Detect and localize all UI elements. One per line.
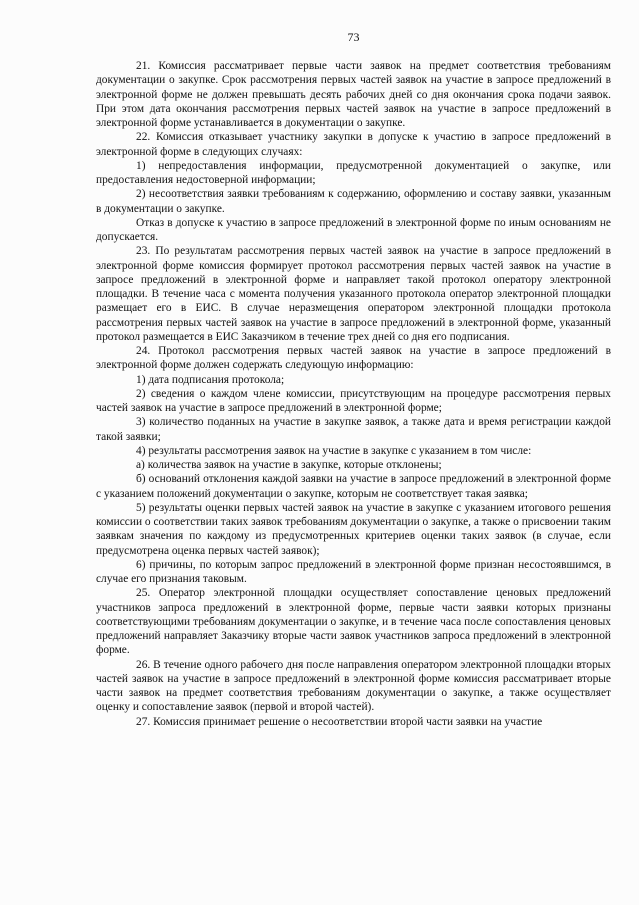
paragraph-27: 27. Комиссия принимает решение о несоответствии второй части заявки на участие — [136, 715, 543, 728]
paragraph-24-item-5: 5) результаты оценки первых частей заявок на участие в закупке с указанием итогового решения комиссии о соответствии таких заявок требованиям документации о закупке, а также о присвоении таким заявкам значения по каждому из предусмотренных критериев оценки таких заявок (в случае, если предусмотрена оценка первых частей заявок); — [96, 501, 611, 557]
paragraph-24-item-4a: а) количества заявок на участие в закупке, которые отклонены; — [136, 459, 442, 471]
page-number: 73 — [347, 30, 360, 44]
paragraph-22-item-1: 1) непредоставления информации, предусмотренной документацией о закупке, или предоставления недостоверной информации; — [96, 159, 611, 186]
paragraph-24-item-2: 2) сведения о каждом члене комиссии, присутствующим на процедуре рассмотрения первых частей заявок на участие в запросе предложений в электронной форме; — [96, 387, 611, 414]
paragraph-24-item-4: 4) результаты рассмотрения заявок на участие в закупке с указанием в том числе: — [136, 444, 532, 457]
paragraph-24-item-6: 6) причины, по которым запрос предложений в электронной форме признан несостоявшимся, в случае его признания таковым. — [96, 558, 611, 585]
paragraph-26: 26. В течение одного рабочего дня после направления оператором электронной площадки вторых частей заявок на участие в запросе предложений в электронной форме комиссия рассматривает вторые части заявок на предмет соответствия требованиям документации о закупке, а также осуществляет оценку и сопоставление заявок (первой и второй частей). — [96, 658, 611, 714]
paragraph-22-note: Отказ в допуске к участию в запросе предложений в электронной форме по иным основаниям не допускается. — [96, 216, 611, 243]
paragraph-25: 25. Оператор электронной площадки осуществляет сопоставление ценовых предложений участников запроса предложений в электронной форме, первые части заявки которых признаны соответствующими требованиям документации о закупке, и в течение часа после сопоставления ценовых предложений направляет Заказчику вторые части заявок участников запроса предложений в электронной форме. — [96, 587, 611, 657]
paragraph-24: 24. Протокол рассмотрения первых частей заявок на участие в запросе предложений в электронной форме должен содержать следующую информацию: — [96, 345, 611, 372]
paragraph-21: 21. Комиссия рассматривает первые части заявок на предмет соответствия требованиям документации о закупке. Срок рассмотрения первых частей заявок на участие в запросе предложений в электронной форме не должен превышать десять рабочих дней со дня окончания срока подачи заявок. При этом дата окончания рассмотрения первых частей заявок на участие в запросе предложений в электронной форме устанавливается в документации о закупке. — [96, 60, 611, 129]
paragraph-24-item-4b: б) оснований отклонения каждой заявки на участие в запросе предложений в электронной форме с указанием положений документации о закупке, которым не соответствует такая заявка; — [96, 473, 611, 500]
paragraph-23: 23. По результатам рассмотрения первых частей заявок на участие в запросе предложений в электронной форме комиссия формирует протокол рассмотрения первых частей заявок на участие в запросе предложений в электронной форме и направляет такой протокол оператору электронной площадки. В течение часа с момента получения указанного протокола оператор электронной площадки размещает его в ЕИС. В случае неразмещения оператором электронной площадки протокола рассмотрения первых частей заявок на участие в запросе предложений в электронной форме, указанный протокол размещается в ЕИС Заказчиком в течение трех дней со дня его подписания. — [96, 245, 611, 343]
document-body — [96, 59, 611, 729]
paragraph-24-item-1: 1) дата подписания протокола; — [136, 373, 285, 386]
paragraph-22: 22. Комиссия отказывает участнику закупки в допуске к участию в запросе предложений в электронной форме в следующих случаях: — [96, 131, 611, 158]
paragraph-22-item-2: 2) несоответствия заявки требованиям к содержанию, оформлению и составу заявки, указанным в документации о закупке. — [96, 188, 611, 215]
paragraph-24-item-3: 3) количество поданных на участие в закупке заявок, а также дата и время регистрации каждой такой заявки; — [96, 416, 611, 443]
